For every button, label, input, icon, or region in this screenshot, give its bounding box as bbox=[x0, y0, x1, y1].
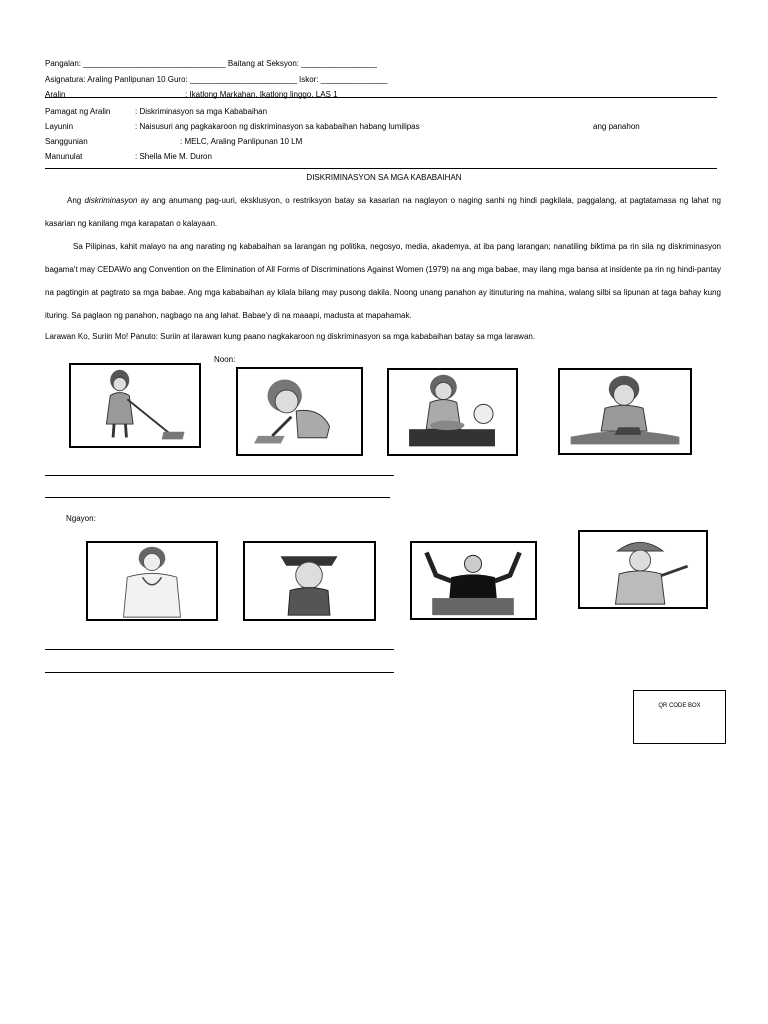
pangalan-row bbox=[45, 59, 377, 68]
info-divider bbox=[45, 168, 717, 169]
guro-line[interactable]: ________________________ bbox=[189, 75, 297, 84]
pangalan-label: Pangalan: bbox=[45, 59, 84, 68]
para1-rest: ay ang anumang pag-uuri, eksklusyon, o restriksyon batay sa kasarian na naglayon o naging sanhi ng hindi pagkilala, paggalang, at pagtatamasa ng lahat ng kasarian ng kanilang mga karapatan o kalayaan. bbox=[45, 196, 721, 228]
ngayon-image-politician bbox=[410, 541, 537, 620]
noon-label: Noon: bbox=[214, 355, 236, 364]
iskor-line[interactable]: _______________ bbox=[320, 75, 388, 84]
ngayon-image-police bbox=[243, 541, 376, 621]
pamagat-value: : Diskriminasyon sa mga Kababaihan bbox=[135, 107, 268, 116]
iskor-label: Iskor: bbox=[296, 75, 321, 84]
noon-answer-line-1[interactable] bbox=[45, 475, 394, 476]
noon-image-sweeping bbox=[69, 363, 201, 448]
ngayon-label: Ngayon: bbox=[66, 514, 96, 523]
aralin-value: : Ikatlong Markahan, Ikatlong linggo, LAS 1 bbox=[185, 90, 338, 99]
qr-code-label: QR CODE BOX bbox=[658, 703, 701, 709]
manunulat-label: Manunulat bbox=[45, 152, 83, 161]
paragraph-pilipinas: Sa Pilipinas, kahit malayo na ang narating ng kababaihan sa larangan ng politika, negosyo, media, akademya, at iba pang larangan; nanatiling biktima pa rin sila ng diskriminasyon bagama't may CEDAWo ang Convention on the Elimination of All Forms of Discriminations Against Women (1979) na ang mga babae, may ilang mga bansa at insidente pa rin ng hindi-pantay na pagtingin at pagtrato sa mga babae. Ang mga kababaihan ay kilala bilang may pusong dakila. Noong unang panahon ay itinuturing na mahina, walang silbi sa lipunan at taga bahay kung ituring. Sa paglaon ng panahon, nagbago na ang lahat. Babae'y di na maaapi, madusta at mapahamak. bbox=[45, 242, 721, 320]
page-title: DISKRIMINASYON SA MGA KABABAIHAN bbox=[306, 173, 462, 182]
ngayon-answer-line-2[interactable] bbox=[45, 672, 394, 673]
manunulat-value: : Shella Mie M. Duron bbox=[135, 152, 212, 161]
layunin-value: : Naisusuri ang pagkakaroon ng diskriminasyon sa kababaihan habang lumilipas bbox=[135, 122, 420, 131]
layunin-label: Layunin bbox=[45, 122, 74, 131]
ngayon-answer-line-1[interactable] bbox=[45, 649, 394, 650]
instruction-text: Larawan Ko, Suriin Mo! Panuto: Suriin at ilarawan kung paano nagkakaroon ng diskriminasyon sa mga kababaihan batay sa mga larawan. bbox=[45, 332, 536, 341]
sanggunian-label: Sanggunian bbox=[45, 137, 88, 146]
noon-image-scrubbing bbox=[236, 367, 363, 456]
paragraph-definition bbox=[45, 189, 721, 235]
politician-woman-icon bbox=[412, 543, 535, 618]
asignatura-label: Asignatura: Araling Panlipunan 10 Guro: bbox=[45, 75, 190, 84]
asignatura-row bbox=[45, 75, 388, 84]
baitang-label: Baitang at Seksyon: bbox=[225, 59, 302, 68]
layunin-extra: ang panahon bbox=[593, 122, 640, 131]
para1-term: diskriminasyon bbox=[84, 196, 138, 205]
baitang-line[interactable]: _________________ bbox=[301, 59, 377, 68]
qr-code-box bbox=[633, 690, 726, 744]
ngayon-image-engineer bbox=[578, 530, 708, 609]
engineer-woman-icon bbox=[580, 532, 706, 607]
para1-start: Ang bbox=[67, 196, 85, 205]
pamagat-label: Pamagat ng Aralin bbox=[45, 107, 111, 116]
doctor-woman-icon bbox=[88, 543, 216, 619]
ironing-girl-icon bbox=[560, 370, 690, 453]
noon-answer-line-2[interactable] bbox=[45, 497, 390, 498]
cooking-girl-icon bbox=[389, 370, 516, 454]
noon-image-ironing bbox=[558, 368, 692, 455]
noon-image-cooking bbox=[387, 368, 518, 456]
aralin-label: Aralin bbox=[45, 90, 66, 99]
ngayon-image-doctor bbox=[86, 541, 218, 621]
sanggunian-value: : MELC, Araling Panlipunan 10 LM bbox=[180, 137, 303, 146]
pangalan-line[interactable]: ________________________________ bbox=[83, 59, 226, 68]
sweeping-woman-icon bbox=[71, 365, 199, 446]
header-divider bbox=[45, 97, 717, 98]
scrubbing-floor-icon bbox=[238, 369, 361, 454]
police-woman-icon bbox=[245, 543, 374, 619]
